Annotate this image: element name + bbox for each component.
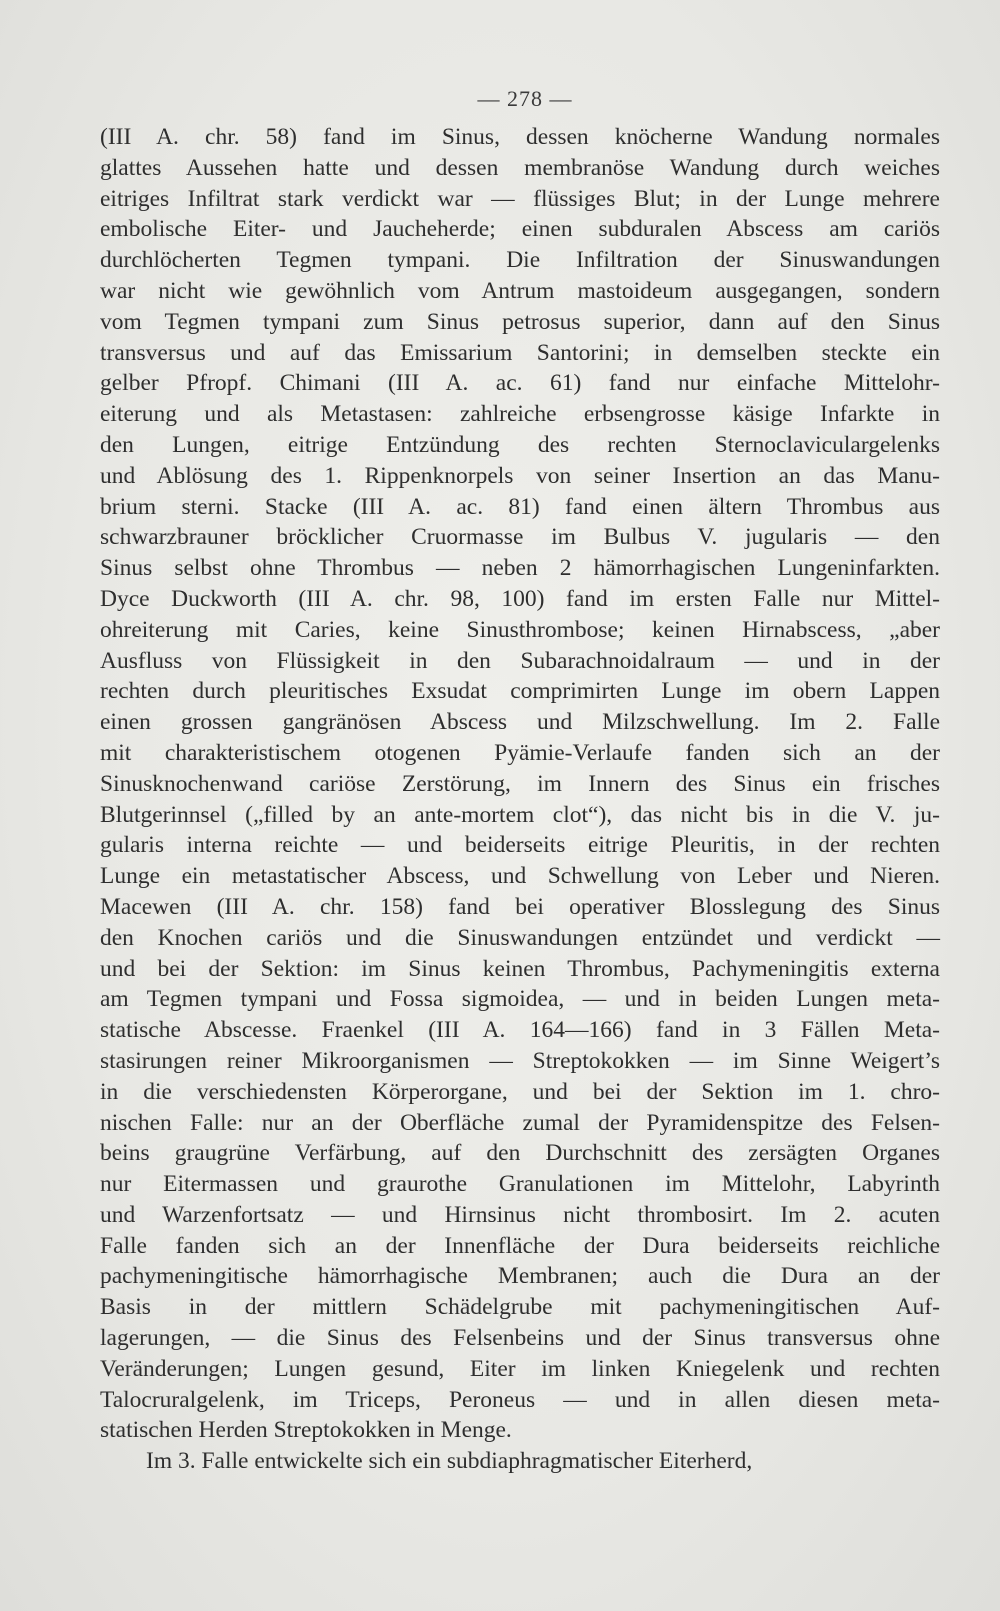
- text-line: einen grossen gangränösen Abscess und Milzschwellung. Im 2. Falle: [100, 709, 940, 736]
- text-line: lagerungen, — die Sinus des Felsenbeins und der Sinus transversus ohne: [100, 1325, 940, 1352]
- text-line: und Ablösung des 1. Rippenknorpels von seiner Insertion an das Manu-: [100, 462, 940, 489]
- text-line: embolische Eiter- und Jaucheherde; einen subduralen Abscess am cariös: [100, 216, 940, 243]
- text-line: gularis interna reichte — und beiderseits eitrige Pleuritis, in der rechten: [100, 832, 940, 859]
- text-line: Im 3. Falle entwickelte sich ein subdiaphragmatischer Eiterherd,: [146, 1448, 753, 1475]
- text-line: Macewen (III A. chr. 158) fand bei operativer Blosslegung des Sinus: [100, 893, 940, 920]
- text-line: nur Eitermassen und graurothe Granulationen im Mittelohr, Labyrinth: [100, 1171, 940, 1198]
- text-line: rechten durch pleuritisches Exsudat comprimirten Lunge im obern Lappen: [100, 678, 940, 705]
- text-line: pachymeningitische hämorrhagische Membranen; auch die Dura an der: [100, 1263, 940, 1290]
- text-line: transversus und auf das Emissarium Santorini; in demselben steckte ein: [100, 339, 940, 366]
- text-line: Dyce Duckworth (III A. chr. 98, 100) fand im ersten Falle nur Mittel-: [100, 585, 940, 612]
- text-line: und bei der Sektion: im Sinus keinen Thrombus, Pachymeningitis externa: [100, 955, 940, 982]
- text-line: durchlöcherten Tegmen tympani. Die Infiltration der Sinuswandungen: [100, 247, 940, 274]
- text-line: den Lungen, eitrige Entzündung des rechten Sternoclaviculargelenks: [100, 431, 940, 458]
- text-line: und Warzenfortsatz — und Hirnsinus nicht thrombosirt. Im 2. acuten: [100, 1201, 940, 1228]
- text-line: Falle fanden sich an der Innenfläche der Dura beiderseits reichliche: [100, 1232, 940, 1259]
- text-line: brium sterni. Stacke (III A. ac. 81) fand einen ältern Thrombus aus: [100, 493, 940, 520]
- body-text: [100, 122, 940, 1477]
- text-line: beins graugrüne Verfärbung, auf den Durchschnitt des zersägten Organes: [100, 1140, 940, 1167]
- text-line: war nicht wie gewöhnlich vom Antrum mastoideum ausgegangen, sondern: [100, 277, 940, 304]
- text-line: statischen Herden Streptokokken in Menge.: [100, 1417, 512, 1444]
- text-line: stasirungen reiner Mikroorganismen — Streptokokken — im Sinne Weigert’s: [100, 1047, 940, 1074]
- text-line: ohreiterung mit Caries, keine Sinusthrombose; keinen Hirnabscess, „aber: [100, 616, 940, 643]
- page-number: — 278 —: [477, 86, 573, 111]
- text-line: am Tegmen tympani und Fossa sigmoidea, — und in beiden Lungen meta-: [100, 986, 940, 1013]
- text-line: Blutgerinnsel („filled by an ante-mortem clot“), das nicht bis in die V. ju-: [100, 801, 940, 828]
- text-line: statische Abscesse. Fraenkel (III A. 164—166) fand in 3 Fällen Meta-: [100, 1017, 940, 1044]
- text-line: eiterung und als Metastasen: zahlreiche erbsengrosse käsige Infarkte in: [100, 401, 940, 428]
- text-line: mit charakteristischem otogenen Pyämie-Verlaufe fanden sich an der: [100, 739, 940, 766]
- text-line: glattes Aussehen hatte und dessen membranöse Wandung durch weiches: [100, 154, 940, 181]
- text-line: vom Tegmen tympani zum Sinus petrosus superior, dann auf den Sinus: [100, 308, 940, 335]
- text-line: Talocruralgelenk, im Triceps, Peroneus — und in allen diesen meta-: [100, 1386, 940, 1413]
- text-line: gelber Pfropf. Chimani (III A. ac. 61) fand nur einfache Mittelohr-: [100, 370, 940, 397]
- text-line: Basis in der mittlern Schädelgrube mit pachymeningitischen Auf-: [100, 1294, 940, 1321]
- text-line: in die verschiedensten Körperorgane, und bei der Sektion im 1. chro-: [100, 1078, 940, 1105]
- text-line: Sinus selbst ohne Thrombus — neben 2 hämorrhagischen Lungeninfarkten.: [100, 555, 940, 582]
- text-line: Sinusknochenwand cariöse Zerstörung, im Innern des Sinus ein frisches: [100, 770, 940, 797]
- text-line: nischen Falle: nur an der Oberfläche zumal der Pyramidenspitze des Felsen-: [100, 1109, 940, 1136]
- text-line: Lunge ein metastatischer Abscess, und Schwellung von Leber und Nieren.: [100, 863, 940, 890]
- text-line: Veränderungen; Lungen gesund, Eiter im linken Kniegelenk und rechten: [100, 1355, 940, 1382]
- text-line: den Knochen cariös und die Sinuswandungen entzündet und verdickt —: [100, 924, 940, 951]
- text-line: schwarzbrauner bröcklicher Cruormasse im Bulbus V. jugularis — den: [100, 524, 940, 551]
- text-line: (III A. chr. 58) fand im Sinus, dessen knöcherne Wandung normales: [100, 124, 940, 150]
- text-line: Ausfluss von Flüssigkeit in den Subarachnoidalraum — und in der: [100, 647, 940, 674]
- text-line: eitriges Infiltrat stark verdickt war — flüssiges Blut; in der Lunge mehrere: [100, 185, 940, 212]
